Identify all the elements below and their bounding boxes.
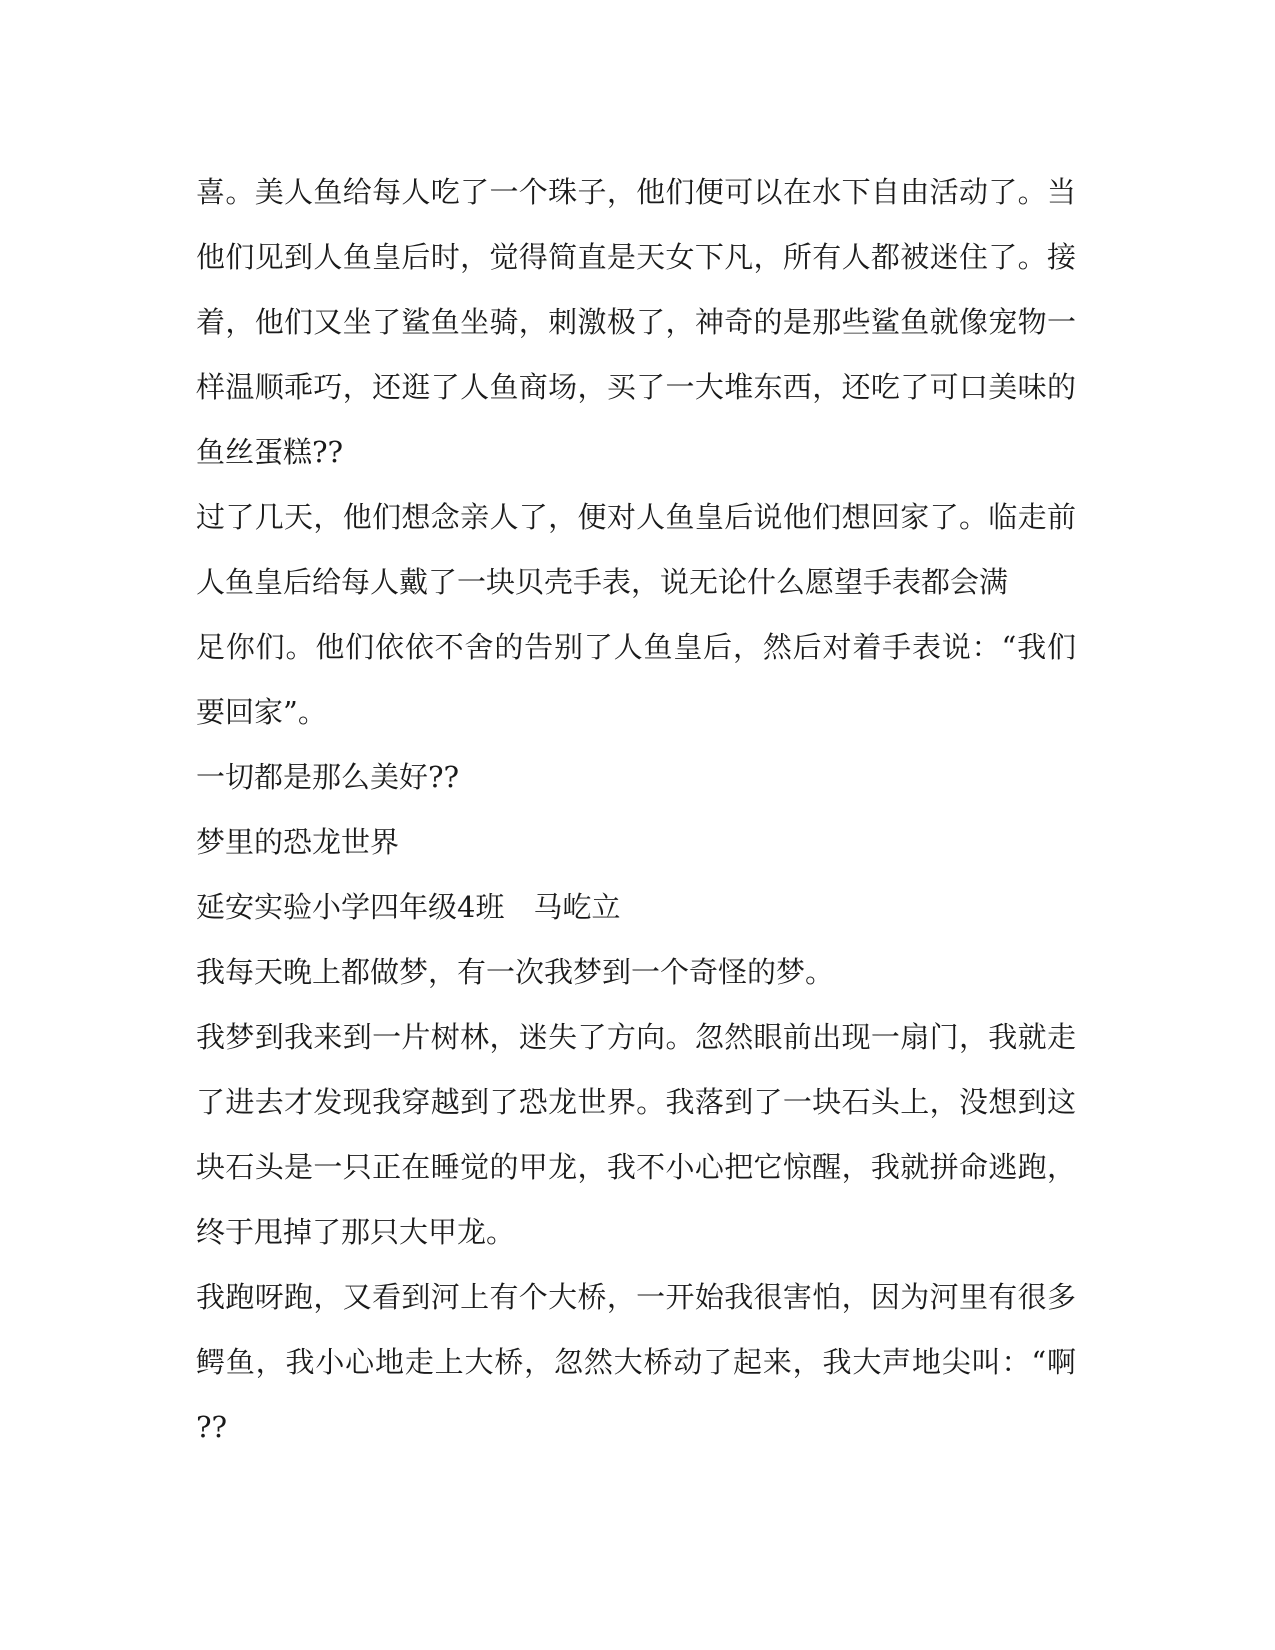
text-line: 延安实验小学四年级4班 马屹立 xyxy=(196,890,621,924)
text-line: 足你们。他们依依不舍的告别了人鱼皇后，然后对着手表说：“我们 xyxy=(196,630,1076,664)
document-body xyxy=(196,160,1076,1460)
text-line: 鳄鱼，我小心地走上大桥，忽然大桥动了起来，我大声地尖叫：“啊 xyxy=(196,1345,1076,1379)
text-line: 了进去才发现我穿越到了恐龙世界。我落到了一块石头上，没想到这 xyxy=(196,1085,1076,1119)
text-line: 一切都是那么美好?? xyxy=(196,760,460,794)
text-line: 我每天晚上都做梦，有一次我梦到一个奇怪的梦。 xyxy=(196,955,835,989)
text-line: 样温顺乖巧，还逛了人鱼商场，买了一大堆东西，还吃了可口美味的 xyxy=(196,370,1076,404)
text-line: 他们见到人鱼皇后时，觉得简直是天女下凡，所有人都被迷住了。接 xyxy=(196,240,1076,274)
text-line: 我跑呀跑，又看到河上有个大桥，一开始我很害怕，因为河里有很多 xyxy=(196,1280,1076,1314)
text-line: 着，他们又坐了鲨鱼坐骑，刺激极了，神奇的是那些鲨鱼就像宠物一 xyxy=(196,305,1076,339)
text-line: 梦里的恐龙世界 xyxy=(196,825,400,859)
text-line: 喜。美人鱼给每人吃了一个珠子，他们便可以在水下自由活动了。当 xyxy=(196,175,1076,209)
text-line: 我梦到我来到一片树林，迷失了方向。忽然眼前出现一扇门，我就走 xyxy=(196,1020,1076,1054)
text-line: ?? xyxy=(196,1410,228,1444)
text-line: 人鱼皇后给每人戴了一块贝壳手表，说无论什么愿望手表都会满 xyxy=(196,565,1009,599)
text-line: 过了几天，他们想念亲人了，便对人鱼皇后说他们想回家了。临走前 xyxy=(196,500,1076,534)
text-line: 鱼丝蛋糕?? xyxy=(196,435,344,469)
text-line: 终于甩掉了那只大甲龙。 xyxy=(196,1215,516,1249)
text-line: 要回家”。 xyxy=(196,695,327,729)
text-line: 块石头是一只正在睡觉的甲龙，我不小心把它惊醒，我就拼命逃跑， xyxy=(196,1150,1076,1184)
